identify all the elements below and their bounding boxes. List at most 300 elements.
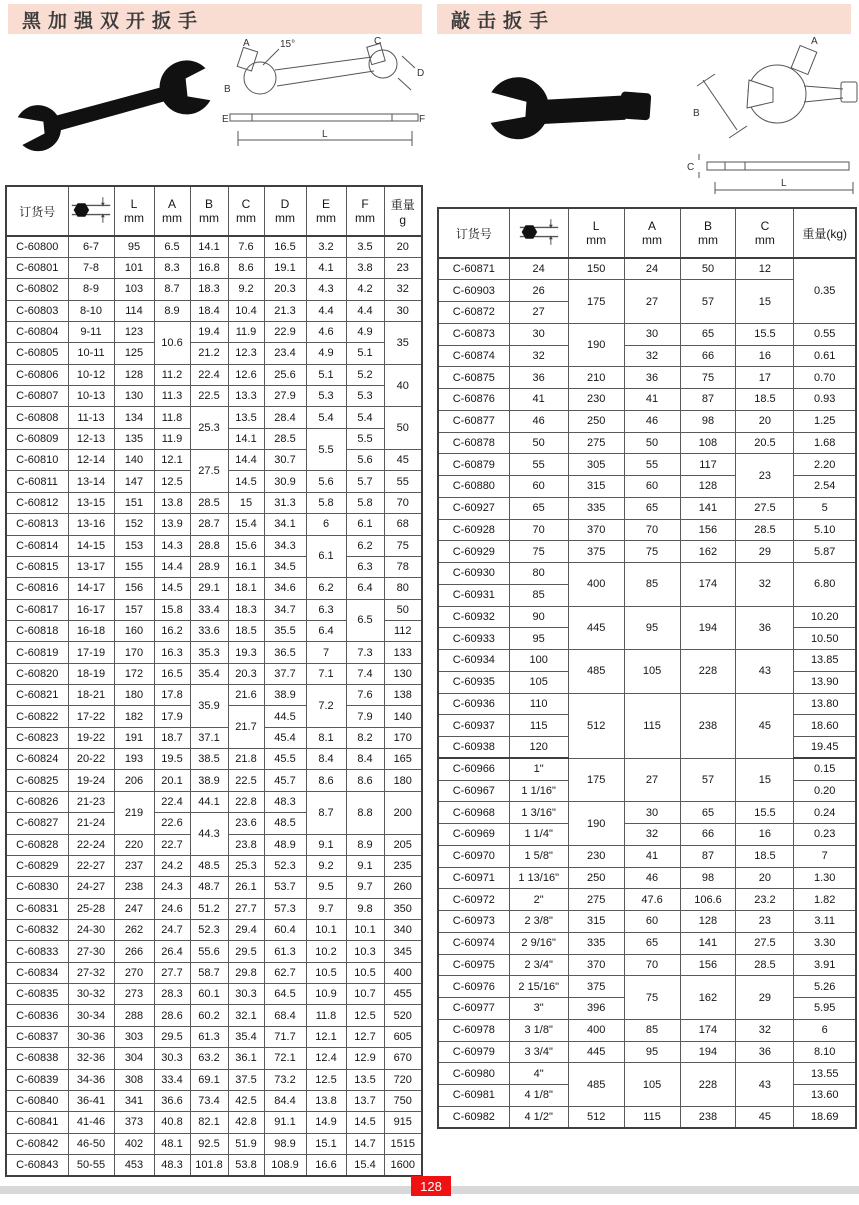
- table-cell: 26.1: [228, 877, 264, 898]
- table-cell: C-60803: [6, 300, 68, 321]
- table-cell: 8-9: [68, 279, 114, 300]
- table-cell: 4.4: [306, 300, 346, 321]
- table-row: [6, 1154, 422, 1175]
- table-cell: 50-55: [68, 1154, 114, 1175]
- table-cell: 27-30: [68, 941, 114, 962]
- table-cell: 36-41: [68, 1090, 114, 1111]
- table-row: [438, 1063, 856, 1085]
- table-cell: 128: [680, 911, 736, 933]
- table-cell: 720: [384, 1069, 422, 1090]
- table-cell: 105: [509, 671, 568, 693]
- table-row: [6, 685, 422, 706]
- table-cell: 0.23: [794, 824, 856, 846]
- table-cell: 35: [384, 321, 422, 364]
- table-cell: 105: [624, 650, 680, 694]
- table-cell: 16: [736, 824, 794, 846]
- table-cell: 194: [680, 606, 736, 650]
- table-cell: C-60974: [438, 932, 509, 954]
- table-cell: 24.7: [154, 920, 190, 941]
- table-cell: 35.4: [190, 663, 228, 684]
- table-cell: 105: [624, 1063, 680, 1107]
- table-cell: 180: [114, 685, 154, 706]
- table-cell: 82.1: [190, 1112, 228, 1133]
- table-cell: 10.50: [794, 628, 856, 650]
- table-cell: 13-16: [68, 514, 114, 535]
- table-cell: 7.6: [228, 236, 264, 257]
- table-cell: 512: [568, 693, 624, 758]
- table-cell: 22.4: [190, 364, 228, 385]
- table-cell: 605: [384, 1026, 422, 1047]
- table-cell: 22.6: [154, 813, 190, 834]
- table-row: [6, 1090, 422, 1111]
- table-cell: 375: [568, 976, 624, 998]
- column-header: L mm: [568, 208, 624, 258]
- table-cell: 61.3: [190, 1026, 228, 1047]
- table-cell: C-60975: [438, 954, 509, 976]
- table-cell: 27.5: [736, 932, 794, 954]
- table-cell: 370: [568, 519, 624, 541]
- table-cell: C-60978: [438, 1019, 509, 1041]
- table-cell: 87: [680, 845, 736, 867]
- table-cell: 128: [114, 364, 154, 385]
- table-cell: 32.1: [228, 1005, 264, 1026]
- table-cell: 23: [736, 454, 794, 498]
- table-row: [438, 497, 856, 519]
- table-cell: 32: [509, 345, 568, 367]
- page-number: 128: [420, 1178, 442, 1194]
- table-cell: 11.8: [306, 1005, 346, 1026]
- table-cell: 19-22: [68, 727, 114, 748]
- table-row: [438, 563, 856, 585]
- table-cell: 402: [114, 1133, 154, 1154]
- table-cell: C-60903: [438, 280, 509, 302]
- table-cell: 18.3: [228, 599, 264, 620]
- table-cell: 219: [114, 791, 154, 834]
- table-cell: 68: [384, 514, 422, 535]
- table-cell: 19.45: [794, 737, 856, 759]
- table-cell: 20.3: [228, 663, 264, 684]
- table-cell: 141: [680, 932, 736, 954]
- table-cell: 18-19: [68, 663, 114, 684]
- table-cell: 11.2: [154, 364, 190, 385]
- table-cell: 30: [384, 300, 422, 321]
- table-cell: 36: [736, 1041, 794, 1063]
- table-row: [438, 758, 856, 780]
- table-cell: 13.5: [228, 407, 264, 428]
- header-row: [6, 186, 422, 236]
- table-row: [438, 410, 856, 432]
- dim-label-e: E: [222, 114, 229, 125]
- table-cell: 13.8: [306, 1090, 346, 1111]
- table-cell: 130: [384, 663, 422, 684]
- table-cell: 52.3: [264, 855, 306, 876]
- table-cell: 6.1: [306, 535, 346, 578]
- table-cell: 20.1: [154, 770, 190, 791]
- table-cell: 13.8: [154, 492, 190, 513]
- table-cell: 6.3: [306, 599, 346, 620]
- table-cell: 3.2: [306, 236, 346, 257]
- table-cell: 335: [568, 497, 624, 519]
- table-cell: 27-32: [68, 962, 114, 983]
- table-cell: 27: [509, 302, 568, 324]
- table-cell: 3.91: [794, 954, 856, 976]
- table-cell: 180: [384, 770, 422, 791]
- table-cell: C-60929: [438, 541, 509, 563]
- table-cell: 5.4: [346, 407, 384, 428]
- table-cell: C-60834: [6, 962, 68, 983]
- table-cell: 85: [624, 563, 680, 607]
- table-cell: 29.4: [228, 920, 264, 941]
- table-cell: C-60932: [438, 606, 509, 628]
- table-cell: 53.8: [228, 1154, 264, 1175]
- jaw-size-icon: [68, 186, 114, 236]
- table-cell: 1.68: [794, 432, 856, 454]
- table-cell: C-60967: [438, 780, 509, 802]
- table-row: [6, 920, 422, 941]
- column-header: 订货号: [438, 208, 509, 258]
- table-cell: 6.5: [154, 236, 190, 257]
- table-cell: 270: [114, 962, 154, 983]
- table-row: [438, 845, 856, 867]
- table-row: [6, 492, 422, 513]
- table-cell: 15: [736, 758, 794, 802]
- table-cell: 3.5: [346, 236, 384, 257]
- table-cell: 455: [384, 984, 422, 1005]
- table-cell: 16.5: [264, 236, 306, 257]
- table-cell: 50: [384, 599, 422, 620]
- table-cell: 1 1/4": [509, 824, 568, 846]
- table-cell: 670: [384, 1048, 422, 1069]
- table-cell: 396: [568, 998, 624, 1020]
- left-dimension-diagram: [222, 36, 425, 158]
- table-cell: 3": [509, 998, 568, 1020]
- table-cell: 103: [114, 279, 154, 300]
- table-cell: 28.5: [736, 954, 794, 976]
- table-cell: 120: [509, 737, 568, 759]
- table-cell: 7.3: [346, 642, 384, 663]
- table-cell: 8.9: [346, 834, 384, 855]
- table-cell: 8.3: [154, 257, 190, 278]
- table-cell: 512: [568, 1106, 624, 1128]
- table-cell: 98.9: [264, 1133, 306, 1154]
- table-cell: C-60874: [438, 345, 509, 367]
- table-cell: 24-27: [68, 877, 114, 898]
- table-cell: 4.9: [346, 321, 384, 342]
- table-cell: C-60928: [438, 519, 509, 541]
- table-cell: C-60827: [6, 813, 68, 834]
- column-header: C mm: [736, 208, 794, 258]
- table-cell: 115: [624, 693, 680, 758]
- table-cell: 20.5: [736, 432, 794, 454]
- table-cell: C-60934: [438, 650, 509, 672]
- table-cell: 13.60: [794, 1085, 856, 1107]
- table-cell: 14-17: [68, 578, 114, 599]
- table-row: [6, 1112, 422, 1133]
- table-cell: 9.7: [346, 877, 384, 898]
- table-cell: 250: [568, 867, 624, 889]
- table-cell: 28.6: [154, 1005, 190, 1026]
- table-cell: 75: [384, 535, 422, 556]
- table-cell: 6.1: [346, 514, 384, 535]
- table-cell: 45.7: [264, 770, 306, 791]
- table-cell: 78: [384, 556, 422, 577]
- table-cell: 12-14: [68, 450, 114, 471]
- column-header: D mm: [264, 186, 306, 236]
- table-cell: 5.1: [306, 364, 346, 385]
- table-cell: 25.3: [228, 855, 264, 876]
- table-cell: 230: [568, 389, 624, 411]
- table-cell: 1 13/16": [509, 867, 568, 889]
- table-cell: 1600: [384, 1154, 422, 1175]
- table-cell: 10.3: [346, 941, 384, 962]
- table-cell: C-60814: [6, 535, 68, 556]
- table-row: [438, 976, 856, 998]
- table-cell: 175: [568, 280, 624, 324]
- table-cell: 8-10: [68, 300, 114, 321]
- table-cell: 0.15: [794, 758, 856, 780]
- spec-table: [437, 207, 857, 1129]
- table-cell: 25.6: [264, 364, 306, 385]
- table-cell: 33.4: [154, 1069, 190, 1090]
- table-cell: 28.5: [264, 428, 306, 449]
- column-header: 重量 g: [384, 186, 422, 236]
- table-cell: 133: [384, 642, 422, 663]
- table-cell: 400: [568, 1019, 624, 1041]
- table-cell: 10.1: [306, 920, 346, 941]
- table-cell: 17-22: [68, 706, 114, 727]
- table-cell: 25.3: [190, 407, 228, 450]
- table-cell: C-60811: [6, 471, 68, 492]
- table-cell: 5.3: [306, 386, 346, 407]
- table-cell: 230: [568, 845, 624, 867]
- table-cell: C-60835: [6, 984, 68, 1005]
- table-cell: 24-30: [68, 920, 114, 941]
- table-cell: 485: [568, 650, 624, 694]
- table-cell: 46-50: [68, 1133, 114, 1154]
- table-cell: C-60972: [438, 889, 509, 911]
- table-cell: 34.3: [264, 535, 306, 556]
- table-cell: 15.6: [228, 535, 264, 556]
- table-cell: 5.4: [306, 407, 346, 428]
- table-row: [438, 432, 856, 454]
- table-cell: 5.8: [346, 492, 384, 513]
- table-cell: 24: [509, 258, 568, 280]
- dim-label-l: L: [322, 129, 328, 140]
- table-cell: 5.5: [306, 428, 346, 471]
- table-cell: 24.3: [154, 877, 190, 898]
- table-cell: 520: [384, 1005, 422, 1026]
- table-cell: 22.8: [228, 791, 264, 812]
- table-cell: 46: [509, 410, 568, 432]
- table-cell: 95: [509, 628, 568, 650]
- table-cell: 445: [568, 1041, 624, 1063]
- table-cell: 4.6: [306, 321, 346, 342]
- table-cell: 14.3: [154, 535, 190, 556]
- table-row: [438, 345, 856, 367]
- table-cell: 128: [680, 476, 736, 498]
- table-cell: 48.5: [190, 855, 228, 876]
- table-row: [6, 1069, 422, 1090]
- table-cell: 206: [114, 770, 154, 791]
- table-cell: 65: [509, 497, 568, 519]
- dim-label-c: C: [374, 36, 382, 47]
- table-cell: 6.2: [306, 578, 346, 599]
- table-cell: 75: [624, 541, 680, 563]
- table-cell: 19.3: [228, 642, 264, 663]
- dim-label-d: D: [417, 68, 425, 79]
- table-row: [438, 889, 856, 911]
- table-cell: 175: [568, 758, 624, 802]
- table-cell: C-60930: [438, 563, 509, 585]
- table-cell: 13.3: [228, 386, 264, 407]
- table-row: [6, 535, 422, 556]
- table-cell: 2.20: [794, 454, 856, 476]
- table-cell: 20.3: [264, 279, 306, 300]
- table-cell: 205: [384, 834, 422, 855]
- table-cell: 30-32: [68, 984, 114, 1005]
- table-cell: C-60973: [438, 911, 509, 933]
- table-cell: 9.8: [346, 898, 384, 919]
- table-cell: 29.5: [228, 941, 264, 962]
- table-cell: 170: [384, 727, 422, 748]
- table-cell: 12: [736, 258, 794, 280]
- table-cell: 70: [509, 519, 568, 541]
- table-cell: 250: [568, 410, 624, 432]
- table-cell: 9.2: [228, 279, 264, 300]
- table-cell: C-60873: [438, 323, 509, 345]
- table-cell: 11.8: [154, 407, 190, 428]
- table-cell: 9-11: [68, 321, 114, 342]
- table-row: [6, 257, 422, 278]
- table-cell: 53.7: [264, 877, 306, 898]
- column-header: A mm: [154, 186, 190, 236]
- table-cell: 4.1: [306, 257, 346, 278]
- table-cell: 87: [680, 389, 736, 411]
- table-cell: 9.2: [306, 855, 346, 876]
- table-cell: 16.3: [154, 642, 190, 663]
- table-cell: C-60828: [6, 834, 68, 855]
- table-row: [438, 323, 856, 345]
- table-cell: 4.3: [306, 279, 346, 300]
- table-cell: 750: [384, 1090, 422, 1111]
- table-cell: 19-24: [68, 770, 114, 791]
- table-cell: 247: [114, 898, 154, 919]
- table-cell: 18-21: [68, 685, 114, 706]
- table-cell: 140: [384, 706, 422, 727]
- table-cell: 10.9: [306, 984, 346, 1005]
- table-cell: 15.4: [346, 1154, 384, 1175]
- table-row: [6, 898, 422, 919]
- table-cell: 30.3: [154, 1048, 190, 1069]
- table-cell: C-60841: [6, 1112, 68, 1133]
- table-cell: 157: [114, 599, 154, 620]
- table-cell: C-60819: [6, 642, 68, 663]
- table-cell: 9.1: [346, 855, 384, 876]
- table-cell: 22.7: [154, 834, 190, 855]
- table-cell: 13-15: [68, 492, 114, 513]
- table-cell: 5.87: [794, 541, 856, 563]
- column-header: B mm: [680, 208, 736, 258]
- table-cell: 41: [509, 389, 568, 411]
- table-cell: 3 3/4": [509, 1041, 568, 1063]
- table-cell: C-60875: [438, 367, 509, 389]
- table-cell: 30.9: [264, 471, 306, 492]
- table-cell: 134: [114, 407, 154, 428]
- table-cell: C-60812: [6, 492, 68, 513]
- table-cell: 275: [568, 889, 624, 911]
- table-cell: 35.4: [228, 1026, 264, 1047]
- table-cell: 40: [384, 364, 422, 407]
- table-cell: 95: [624, 606, 680, 650]
- table-cell: 42.5: [228, 1090, 264, 1111]
- table-cell: 7.4: [346, 663, 384, 684]
- table-row: [6, 770, 422, 791]
- table-cell: 125: [114, 343, 154, 364]
- table-cell: 36: [509, 367, 568, 389]
- table-cell: 50: [509, 432, 568, 454]
- table-cell: C-60830: [6, 877, 68, 898]
- table-cell: 45: [736, 1106, 794, 1128]
- table-cell: 23.6: [228, 813, 264, 834]
- table-cell: 0.70: [794, 367, 856, 389]
- table-row: [438, 519, 856, 541]
- table-cell: 130: [114, 386, 154, 407]
- table-cell: 101.8: [190, 1154, 228, 1175]
- table-row: [6, 855, 422, 876]
- table-cell: 19.1: [264, 257, 306, 278]
- table-cell: C-60820: [6, 663, 68, 684]
- table-cell: 44.5: [264, 706, 306, 727]
- table-cell: 42.8: [228, 1112, 264, 1133]
- table-cell: 10.6: [154, 321, 190, 364]
- table-cell: C-60933: [438, 628, 509, 650]
- table-cell: 38.5: [190, 749, 228, 770]
- table-cell: C-60935: [438, 671, 509, 693]
- table-cell: 106.6: [680, 889, 736, 911]
- table-cell: 8.9: [154, 300, 190, 321]
- table-cell: 48.3: [264, 791, 306, 812]
- table-cell: C-60815: [6, 556, 68, 577]
- table-cell: 14.9: [306, 1112, 346, 1133]
- table-cell: 5.1: [346, 343, 384, 364]
- table-cell: 1.82: [794, 889, 856, 911]
- table-row: [6, 663, 422, 684]
- table-cell: 70: [624, 519, 680, 541]
- table-cell: C-60876: [438, 389, 509, 411]
- table-cell: 80: [509, 563, 568, 585]
- right-dimension-diagram: [685, 34, 859, 202]
- table-cell: 24: [624, 258, 680, 280]
- table-row: [6, 343, 422, 364]
- table-cell: 38.9: [264, 685, 306, 706]
- table-cell: C-60968: [438, 802, 509, 824]
- table-cell: 29.5: [154, 1026, 190, 1047]
- table-cell: 84.4: [264, 1090, 306, 1111]
- table-cell: 162: [680, 541, 736, 563]
- table-cell: 31.3: [264, 492, 306, 513]
- table-cell: 1 5/8": [509, 845, 568, 867]
- table-cell: 50: [680, 258, 736, 280]
- table-cell: 29.8: [228, 962, 264, 983]
- table-cell: 90: [509, 606, 568, 628]
- table-cell: 60: [509, 476, 568, 498]
- table-cell: 85: [624, 1019, 680, 1041]
- table-cell: 8.1: [306, 727, 346, 748]
- table-cell: 117: [680, 454, 736, 476]
- table-cell: 16.5: [154, 663, 190, 684]
- table-cell: 190: [568, 323, 624, 367]
- table-cell: 12.6: [228, 364, 264, 385]
